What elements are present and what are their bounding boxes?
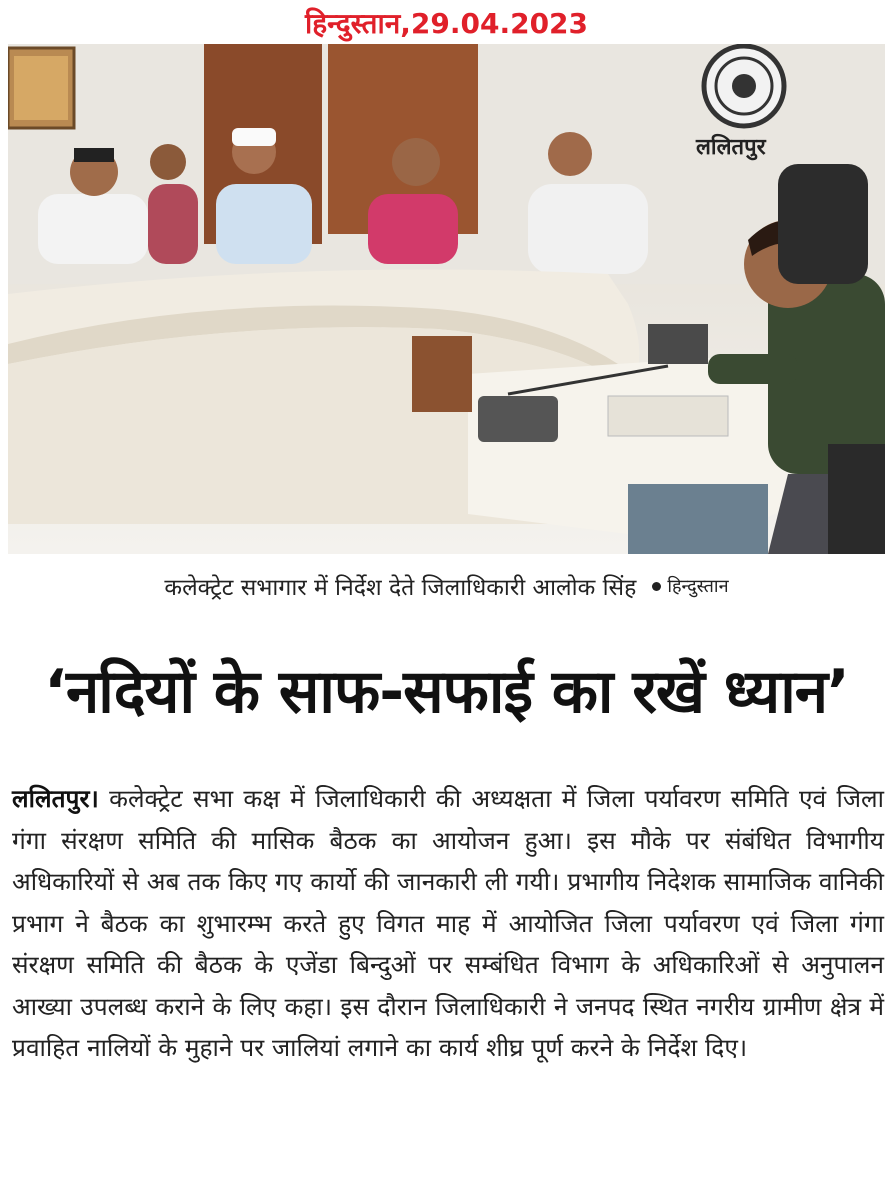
article-body-text: कलेक्ट्रेट सभा कक्ष में जिलाधिकारी की अध्यक्षता में जिला पर्यावरण समिति एवं जिला गंगा संरक्षण समिति की मासिक बैठक का आयोजन हुआ। इस मौके पर संबंधित विभागीय अधिकारियों से अब तक किए गए कार्यो की जानकारी ली गयी। प्रभागीय निदेशक सामाजिक वानिकी प्रभाग ने बैठक का शुभारम्भ करते हुए विगत माह में आयोजित जिला पर्यावरण एवं जिला गंगा संरक्षण समिति की बैठक के एजेंडा बिन्दुओं पर सम्बंधित विभाग के अधिकारिओं से अनुपालन आख्या उपलब्ध कराने के लिए कहा। इस दौरान जिलाधिकारी ने जनपद स्थित नगरीय ग्रामीण क्षेत्र में प्रवाहित नालियों के मुहाने पर जालियां लगाने का कार्य शीघ्र पूर्ण करने के निर्देश दिए। — [12, 784, 885, 1062]
emblem-label: ललितपुर — [696, 135, 766, 160]
article-body — [12, 778, 884, 1178]
article-dateline: ललितपुर। — [12, 784, 99, 813]
caption-credit: हिन्दुस्तान — [667, 576, 729, 597]
district-emblem-icon — [704, 46, 784, 126]
bullet-icon — [652, 582, 661, 591]
caption-text: कलेक्ट्रेट सभागार में निर्देश देते जिलाधिकारी आलोक सिंह — [164, 575, 637, 601]
masthead-source-date: हिन्दुस्तान,29.04.2023 — [304, 7, 589, 40]
meeting-photo — [8, 44, 885, 554]
photo-caption — [0, 566, 893, 606]
article-headline: ‘नदियों के साफ-सफाई का रखें ध्यान’ — [44, 657, 849, 727]
